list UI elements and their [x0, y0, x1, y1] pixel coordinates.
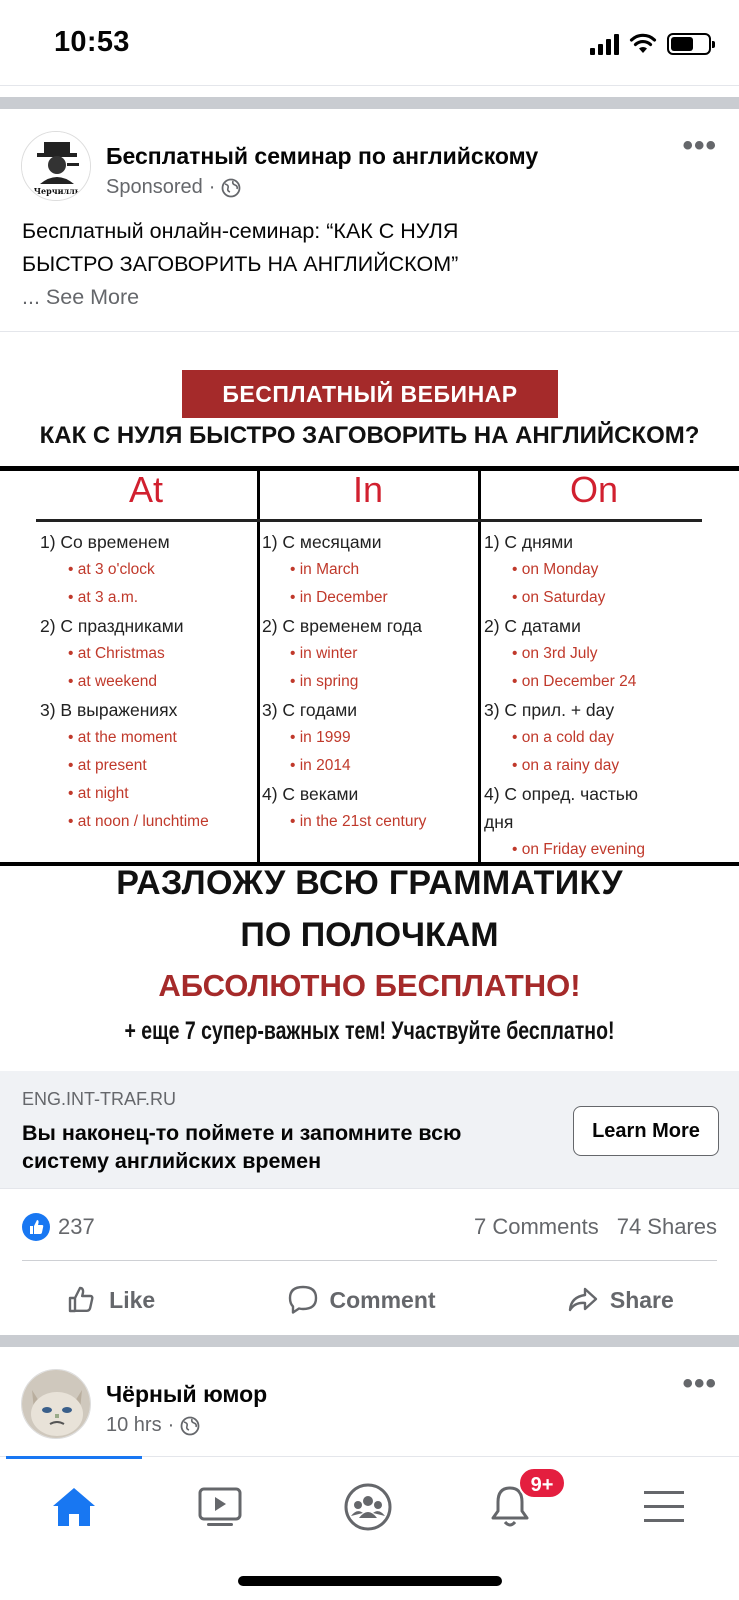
- ad-subline: + еще 7 супер-важных тем! Участвуйте бесплатно!: [124, 1017, 615, 1045]
- column-head-at: At: [128, 469, 163, 510]
- globe-icon: [221, 178, 241, 198]
- example-item: • at noon / lunchtime: [40, 808, 209, 836]
- example-item: • on a cold day: [484, 724, 645, 752]
- battery-icon: [667, 33, 711, 55]
- example-item: • at present: [40, 752, 209, 780]
- ad-headline-free: АБСОЛЮТНО БЕСПЛАТНО!: [158, 968, 581, 1003]
- feed-separator: [0, 1335, 739, 1347]
- reactions-bar: [22, 1210, 717, 1246]
- column-head-on: On: [569, 469, 619, 510]
- rule-heading: 1) Со временем: [40, 532, 170, 552]
- column-in: [262, 528, 426, 836]
- rule-heading: 3) В выражениях: [40, 700, 178, 720]
- example-item: • in 1999: [262, 724, 426, 752]
- table-header-line: [36, 519, 702, 522]
- home-icon: [51, 1486, 97, 1528]
- comment-button[interactable]: [286, 1283, 436, 1317]
- link-headline: [22, 1119, 552, 1175]
- rule-heading: 2) С праздниками: [40, 616, 184, 636]
- notifications-badge: 9+: [518, 1467, 566, 1499]
- example-item: • at 3 o'clock: [40, 556, 209, 584]
- status-bar: [0, 0, 739, 86]
- ad-headline-2: ПО ПОЛОЧКАМ: [240, 916, 499, 954]
- like-button[interactable]: [65, 1283, 155, 1317]
- link-headline-line: Вы наконец-то поймете и запомните всю: [22, 1121, 462, 1145]
- meta-dot: ·: [208, 176, 216, 198]
- comment-icon: [286, 1283, 320, 1317]
- rule-heading: 4) С веками: [262, 784, 359, 804]
- example-item: • on Monday: [484, 556, 645, 584]
- rule-heading: 3) С годами: [262, 700, 358, 720]
- comments-count[interactable]: 7 Comments: [473, 1214, 599, 1239]
- rule-heading: 2) С временем года: [262, 616, 423, 636]
- example-item: • on 3rd July: [484, 640, 645, 668]
- table-divider: [478, 471, 481, 862]
- post-meta: [106, 1414, 200, 1437]
- learn-more-button[interactable]: Learn More: [573, 1106, 719, 1156]
- feed-separator: [0, 97, 739, 109]
- page-avatar[interactable]: [21, 1369, 91, 1439]
- example-item: • at weekend: [40, 668, 209, 696]
- rule-heading: 3) С прил. + day: [484, 700, 615, 720]
- tab-groups[interactable]: [338, 1479, 398, 1535]
- hamburger-menu-icon: [642, 1487, 686, 1527]
- engagement-counts: [474, 1214, 717, 1240]
- example-item: • at Christmas: [40, 640, 209, 668]
- share-label: Share: [609, 1286, 674, 1313]
- status-icons: [590, 30, 711, 58]
- example-item: • on a rainy day: [484, 752, 645, 780]
- rule-heading: 2) С датами: [484, 616, 581, 636]
- example-item: • in winter: [262, 640, 426, 668]
- see-more-ellipsis: ...: [22, 285, 46, 309]
- ad-headline-1: РАЗЛОЖУ ВСЮ ГРАММАТИКУ: [116, 864, 623, 902]
- like-label: Like: [109, 1286, 156, 1313]
- example-item: • at night: [40, 780, 209, 808]
- post-options-icon[interactable]: •••: [682, 1367, 717, 1400]
- example-item: • in spring: [262, 668, 426, 696]
- page-name-link[interactable]: Бесплатный семинар по английскому: [106, 143, 539, 169]
- example-item: • at 3 a.m.: [40, 584, 209, 612]
- example-item: • on December 24: [484, 668, 645, 696]
- ad-link-strip[interactable]: [0, 1071, 739, 1189]
- post-text-line: БЫСТРО ЗАГОВОРИТЬ НА АНГЛИЙСКОМ”: [22, 252, 459, 276]
- column-head-in: In: [352, 469, 384, 510]
- table-divider: [257, 471, 260, 862]
- see-more-link[interactable]: See More: [45, 285, 140, 309]
- comment-label: Comment: [329, 1286, 436, 1313]
- example-item: • in December: [262, 584, 426, 612]
- video-icon: [197, 1486, 243, 1528]
- post-time[interactable]: 10 hrs: [106, 1414, 162, 1436]
- rule-heading: 1) С днями: [484, 532, 574, 552]
- link-domain: ENG.INT-TRAF.RU: [22, 1089, 177, 1109]
- webinar-title: КАК С НУЛЯ БЫСТРО ЗАГОВОРИТЬ НА АНГЛИЙСКОМ?: [39, 422, 700, 449]
- shares-count[interactable]: 74 Shares: [616, 1214, 717, 1239]
- svg-text:Черчилль: Черчилль: [33, 186, 81, 196]
- post-text: [22, 215, 712, 314]
- tab-home[interactable]: [44, 1479, 104, 1535]
- reaction-count[interactable]: 237: [58, 1214, 95, 1239]
- tab-menu[interactable]: [634, 1479, 694, 1535]
- home-indicator: [238, 1576, 502, 1586]
- status-time: 10:53: [54, 26, 130, 58]
- meta-dot: ·: [167, 1414, 175, 1436]
- like-reaction-icon[interactable]: [22, 1213, 50, 1241]
- column-at: [40, 528, 209, 836]
- churchill-logo-icon: [22, 132, 91, 201]
- active-tab-indicator: [6, 1456, 142, 1459]
- ad-image[interactable]: [0, 331, 739, 1071]
- link-headline-line: систему английских времен: [22, 1149, 322, 1173]
- share-button[interactable]: [566, 1283, 674, 1317]
- example-item: • in March: [262, 556, 426, 584]
- wifi-icon: [629, 33, 657, 55]
- example-item: • on Saturday: [484, 584, 645, 612]
- page-name-link[interactable]: Чёрный юмор: [106, 1381, 268, 1407]
- post-meta: [106, 176, 241, 199]
- rule-heading: 1) С месяцами: [262, 532, 382, 552]
- sponsored-label[interactable]: Sponsored: [106, 176, 203, 198]
- example-item: • on Friday evening: [484, 836, 645, 864]
- rule-heading: 4) С опред. частью: [484, 784, 639, 804]
- rule-heading: дня: [484, 812, 514, 832]
- groups-icon: [343, 1482, 393, 1532]
- example-item: • at the moment: [40, 724, 209, 752]
- example-item: • in the 21st century: [262, 808, 426, 836]
- tab-watch[interactable]: [190, 1479, 250, 1535]
- thumbs-up-icon: [65, 1283, 99, 1317]
- grumpy-cat-avatar-icon: [22, 1370, 91, 1439]
- globe-icon: [180, 1416, 200, 1436]
- post-text-line: Бесплатный онлайн-семинар: “КАК С НУЛЯ: [22, 219, 459, 243]
- share-icon: [566, 1283, 600, 1317]
- example-item: • in 2014: [262, 752, 426, 780]
- webinar-badge: БЕСПЛАТНЫЙ ВЕБИНАР: [182, 370, 558, 418]
- page-avatar[interactable]: [21, 131, 91, 201]
- post-actions: [0, 1270, 739, 1330]
- cellular-signal-icon: [590, 33, 619, 55]
- post-options-icon[interactable]: •••: [682, 129, 717, 162]
- divider: [22, 1260, 717, 1261]
- column-on: [484, 528, 645, 864]
- see-more-row: [22, 281, 712, 314]
